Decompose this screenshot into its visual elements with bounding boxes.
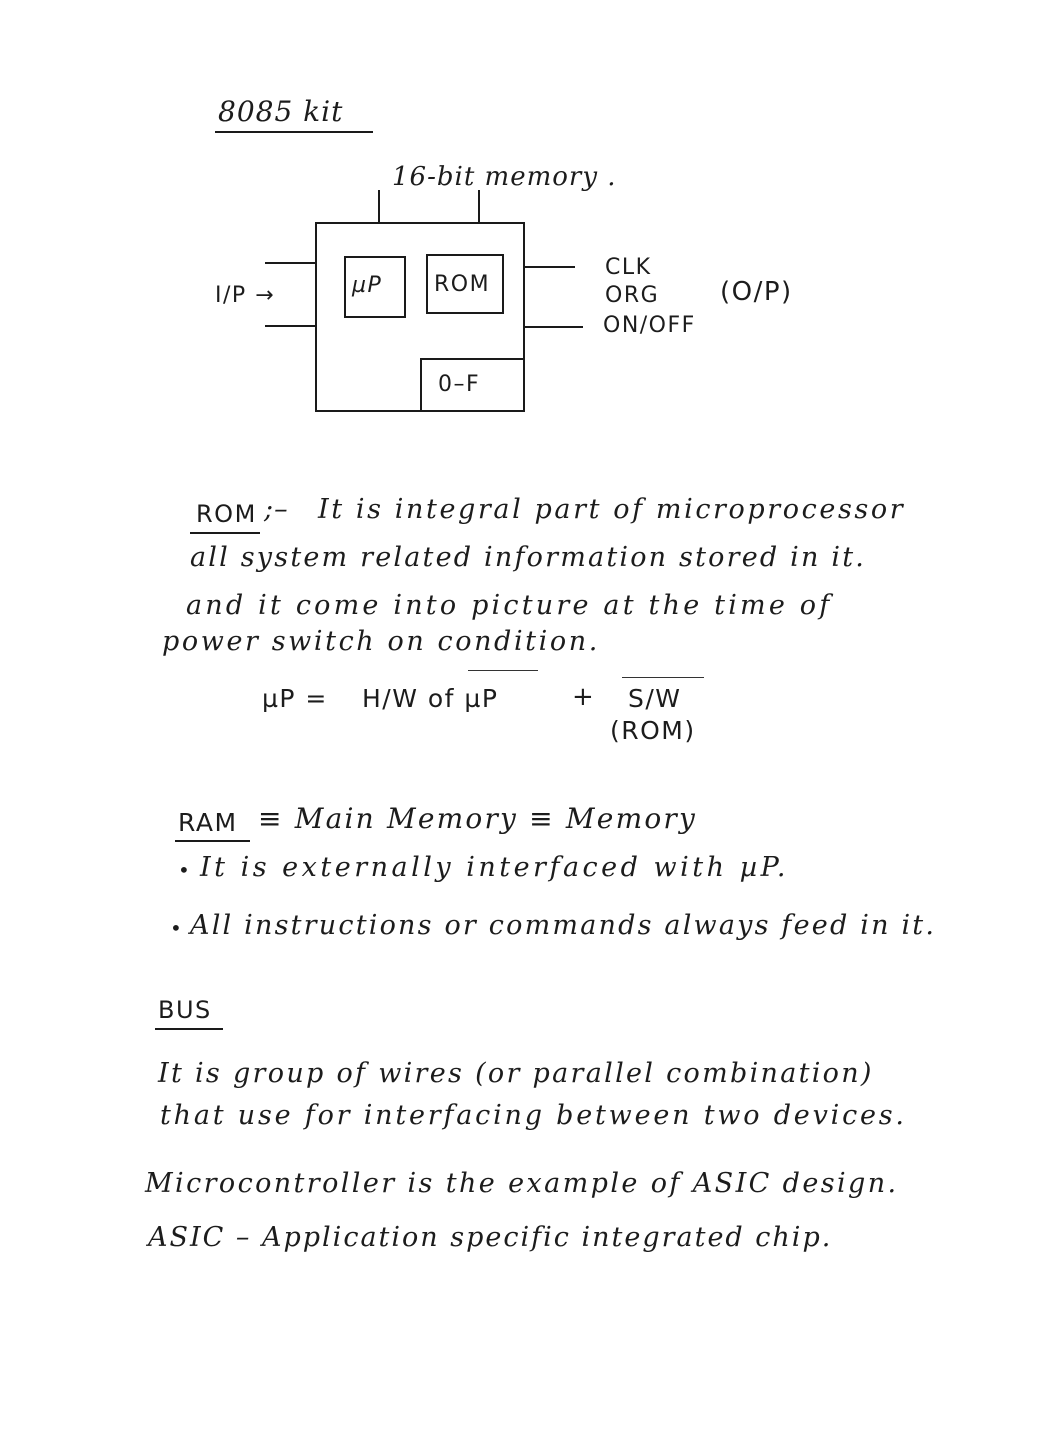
memory-label: 16-bit memory . <box>392 162 617 192</box>
ram-heading: RAM <box>178 808 238 837</box>
hex-keypad-block <box>420 358 525 412</box>
rom-line-4: power switch on condition. <box>162 626 600 657</box>
equation-term-hw-overline <box>468 670 538 671</box>
bus-line-1: It is group of wires (or parallel combination) <box>158 1058 874 1089</box>
rom-heading-underline <box>190 532 260 534</box>
equation-plus: + <box>572 682 596 712</box>
rom-separator: ;– <box>264 494 289 525</box>
equation-term-sw: S/W <box>628 684 682 713</box>
ram-bullet-2-text: All instructions or commands always feed in it. <box>190 910 937 941</box>
rom-block <box>426 254 504 314</box>
bullet-dot: • <box>170 916 183 940</box>
note-microcontroller: Microcontroller is the example of ASIC design. <box>145 1168 899 1199</box>
page-heading-underline <box>215 131 373 133</box>
output-onoff-label: ON/OFF <box>603 313 696 338</box>
ram-heading-underline <box>175 840 250 842</box>
memory-bus-line-left <box>378 190 380 223</box>
equation-lhs: µP = <box>262 684 328 713</box>
equation-term-sw-overline <box>622 677 704 678</box>
bus-line-2: that use for interfacing between two devices. <box>160 1100 907 1131</box>
output-group-label: (O/P) <box>720 277 793 307</box>
rom-line-2: all system related information stored in it. <box>190 542 867 573</box>
bullet-dot: • <box>178 858 191 882</box>
page-heading: 8085 kit <box>218 95 344 128</box>
bus-heading-underline <box>155 1028 223 1030</box>
equation-term-hw: H/W of µP <box>362 684 499 713</box>
bus-heading: BUS <box>158 996 212 1024</box>
rom-line-3: and it come into picture at the time of <box>186 590 833 621</box>
output-org-label: ORG <box>605 283 660 308</box>
hex-keypad-label: 0–F <box>438 372 481 397</box>
ram-definition: ≡ Main Memory ≡ Memory <box>258 802 697 835</box>
rom-heading: ROM <box>196 500 257 528</box>
memory-bus-line-right <box>478 190 480 223</box>
equation-term-sw-note: (ROM) <box>610 716 696 745</box>
output-line-onoff <box>525 326 583 328</box>
microprocessor-label: µP <box>352 273 383 298</box>
microprocessor-block <box>344 256 406 318</box>
rom-block-label: ROM <box>434 272 491 297</box>
note-asic-definition: ASIC – Application specific integrated chip. <box>148 1222 833 1253</box>
input-line-top <box>265 262 315 264</box>
input-label: I/P → <box>215 283 276 308</box>
output-clk-label: CLK <box>605 255 652 280</box>
ram-bullet-1-text: It is externally interfaced with µP. <box>200 852 789 883</box>
output-line-clk <box>525 266 575 268</box>
rom-line-1: It is integral part of microprocessor <box>318 494 906 525</box>
input-line-bottom <box>265 325 315 327</box>
